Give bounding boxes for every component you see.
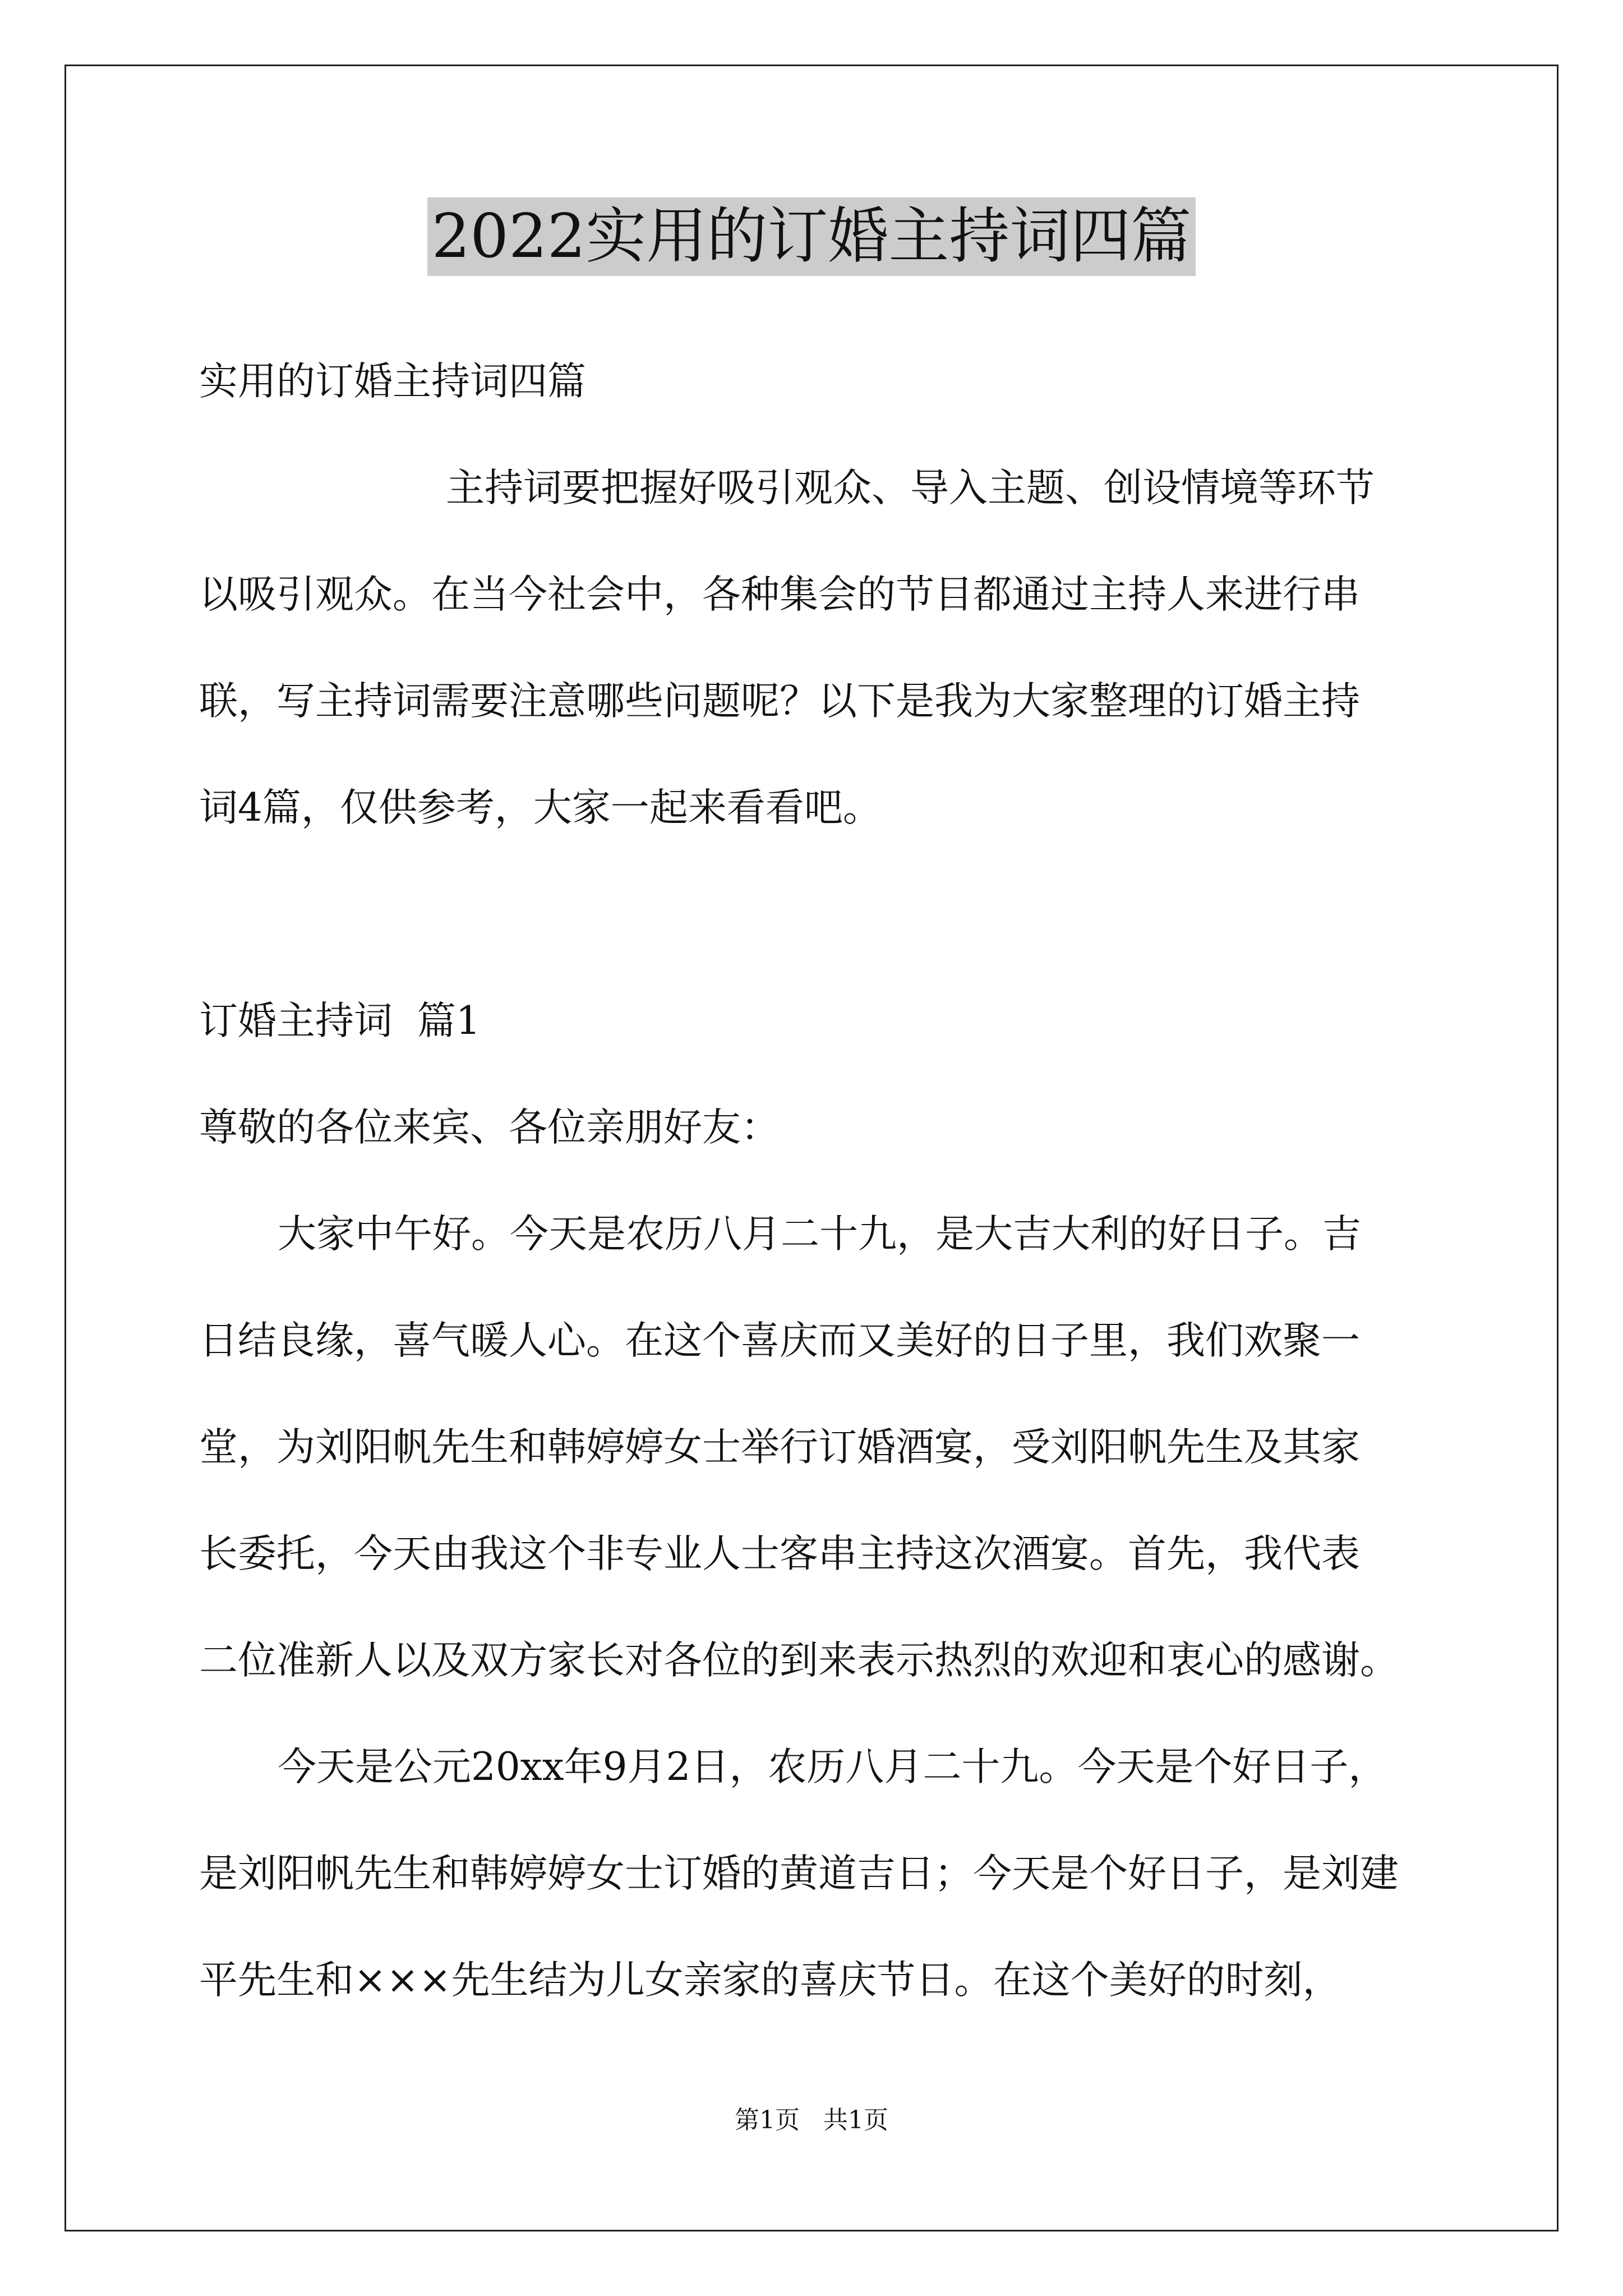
paragraph-line: 今天是公元20xx年9月2日，农历八月二十九。今天是个好日子， (278, 1745, 1387, 1789)
document-subtitle: 实用的订婚主持词四篇 (199, 359, 586, 404)
paragraph-line: 大家中午好。今天是农历八月二十九，是大吉大利的好日子。吉 (278, 1212, 1361, 1257)
paragraph-line: 堂，为刘阳帆先生和韩婷婷女士举行订婚酒宴，受刘阳帆先生及其家 (199, 1425, 1360, 1470)
title-container (0, 197, 1623, 276)
paragraph-line: 二位准新人以及双方家长对各位的到来表示热烈的欢迎和衷心的感谢。 (199, 1638, 1399, 1683)
intro-line: 联，写主持词需要注意哪些问题呢？以下是我为大家整理的订婚主持 (199, 679, 1360, 724)
page-footer: 第1页 共1页 (735, 2106, 888, 2134)
intro-line: 词4篇，仅供参考，大家一起来看看吧。 (199, 785, 882, 830)
paragraph-line: 长委托，今天由我这个非专业人士客串主持这次酒宴。首先，我代表 (199, 1531, 1360, 1576)
section-heading: 订婚主持词 篇1 (199, 999, 481, 1043)
paragraph-line: 是刘阳帆先生和韩婷婷女士订婚的黄道吉日；今天是个好日子，是刘建 (199, 1851, 1399, 1896)
paragraph-line: 平先生和×××先生结为儿女亲家的喜庆节日。在这个美好的时刻， (199, 1958, 1341, 2003)
intro-line: 主持词要把握好吸引观众、导入主题、创设情境等环节 (446, 466, 1375, 510)
intro-line: 以吸引观众。在当今社会中，各种集会的节目都通过主持人来进行串 (199, 572, 1360, 617)
document-title: 2022实用的订婚主持词四篇 (427, 197, 1196, 276)
paragraph-line: 日结良缘，喜气暖人心。在这个喜庆而又美好的日子里，我们欢聚一 (199, 1318, 1360, 1363)
greeting: 尊敬的各位来宾、各位亲朋好友： (199, 1105, 780, 1150)
